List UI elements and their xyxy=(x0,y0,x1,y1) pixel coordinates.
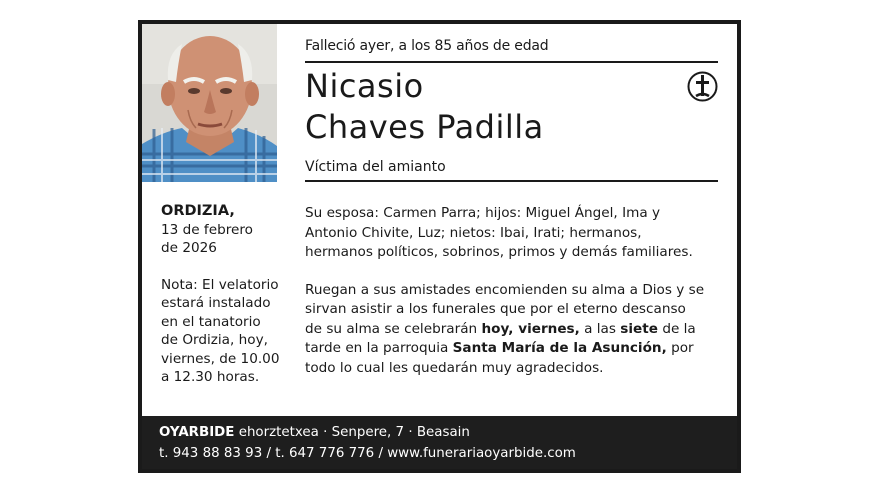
funeral-home-contact: t. 943 88 83 93 / t. 647 776 776 / www.funerariaoyarbide.com xyxy=(159,446,576,461)
funeral-day: hoy, viernes, xyxy=(481,320,580,337)
date-day: 13 de febrero xyxy=(161,221,253,238)
request-text: a las xyxy=(579,320,621,337)
request-text: por xyxy=(666,340,694,356)
cause-of-death: Víctima del amianto xyxy=(305,159,446,175)
cross-in-circle-icon xyxy=(687,71,718,102)
divider-top xyxy=(305,61,718,63)
family-paragraph xyxy=(305,204,721,263)
company-address: ehorztetxea · Senpere, 7 · Beasain xyxy=(234,425,470,440)
note-line: en el tanatorio xyxy=(161,313,261,330)
parish-name: Santa María de la Asunción, xyxy=(452,340,667,356)
notice-body xyxy=(305,204,721,378)
wake-note xyxy=(161,276,291,387)
divider-bottom xyxy=(305,180,718,182)
note-line: de Ordizia, hoy, xyxy=(161,332,268,348)
family-line: hermanos políticos, sobrinos, primos y demás familiares. xyxy=(305,244,693,260)
funeral-home-address xyxy=(159,422,737,443)
portrait-photo xyxy=(142,24,277,182)
date-year: de 2026 xyxy=(161,240,217,256)
obituary-card xyxy=(138,20,741,473)
funeral-hour: siete xyxy=(620,320,658,337)
request-line: Ruegan a sus amistades encomienden su alma a Dios y se xyxy=(305,281,705,298)
age-line: Falleció ayer, a los 85 años de edad xyxy=(305,38,549,54)
request-line: todo lo cual les quedarán muy agradecidos. xyxy=(305,359,604,376)
first-name: Nicasio xyxy=(305,67,424,105)
note-line: estará instalado xyxy=(161,295,271,311)
note-line: a 12.30 horas. xyxy=(161,369,260,385)
request-text: de su alma se celebrarán xyxy=(305,320,482,337)
place-date-column xyxy=(161,202,291,387)
family-line: Su esposa: Carmen Parra; hijos: Miguel Ángel, Ima y xyxy=(305,205,661,221)
family-line: Antonio Chivite, Luz; nietos: Ibai, Irati; hermanos, xyxy=(305,224,642,241)
company-name: OYARBIDE xyxy=(159,425,235,440)
notice-header xyxy=(305,24,718,182)
place: ORDIZIA, xyxy=(161,203,235,219)
note-line: Nota: El velatorio xyxy=(161,276,279,293)
funeral-home-footer xyxy=(142,416,737,469)
deceased-name xyxy=(305,66,544,148)
request-text: de la xyxy=(658,320,696,337)
request-text: tarde en la parroquia xyxy=(305,340,453,356)
request-line: sirvan asistir a los funerales que por el eterno descanso xyxy=(305,301,686,317)
request-paragraph xyxy=(305,281,721,379)
surnames: Chaves Padilla xyxy=(305,108,544,146)
note-line: viernes, de 10.00 xyxy=(161,350,280,367)
